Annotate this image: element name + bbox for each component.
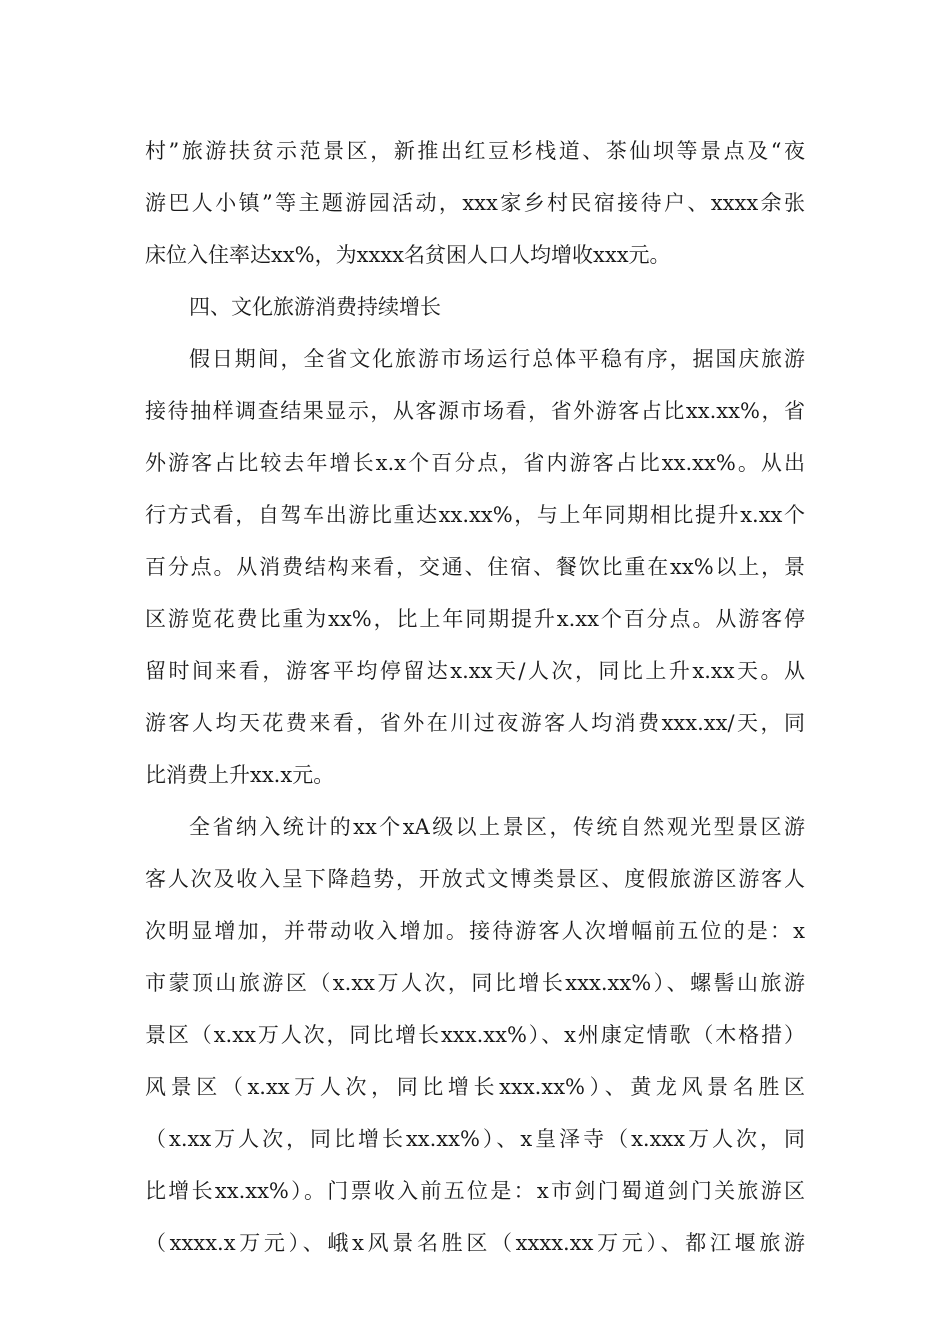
paragraph-line: 比消费上升xx.x元。 [145,763,335,787]
paragraph-line: 行方式看，自驾车出游比重达xx.xx%，与上年同期相比提升x.xx个 [145,503,805,527]
paragraph-line: 比增长xx.xx%）。门票收入前五位是：x市剑门蜀道剑门关旅游区 [145,1179,805,1203]
paragraph-line: 市蒙顶山旅游区（x.xx万人次，同比增长xxx.xx%）、螺髻山旅游 [145,971,805,995]
paragraph-line: 留时间来看，游客平均停留达x.xx天/人次，同比上升x.xx天。从 [145,659,805,683]
paragraph-line: 全省纳入统计的xx个xA级以上景区，传统自然观光型景区游 [189,815,805,839]
paragraph-line: （x.xx万人次，同比增长xx.xx%）、x皇泽寺（x.xxx万人次，同 [145,1127,805,1151]
paragraph-line: 接待抽样调查结果显示，从客源市场看，省外游客占比xx.xx%，省 [145,399,805,423]
paragraph-line: 游客人均天花费来看，省外在川过夜游客人均消费xxx.xx/天，同 [145,711,805,735]
paragraph-line: 客人次及收入呈下降趋势，开放式文博类景区、度假旅游区游客人 [145,867,805,891]
paragraph-line: 次明显增加，并带动收入增加。接待游客人次增幅前五位的是：x [145,919,805,943]
paragraph-line: 风景区（x.xx万人次，同比增长xxx.xx%）、黄龙风景名胜区 [145,1075,805,1099]
paragraph-line: 区游览花费比重为xx%，比上年同期提升x.xx个百分点。从游客停 [145,607,805,631]
paragraph-line: 假日期间，全省文化旅游市场运行总体平稳有序，据国庆旅游 [189,347,805,371]
paragraph-line: 外游客占比较去年增长x.x个百分点，省内游客占比xx.xx%。从出 [145,451,805,475]
paragraph-line: 游巴人小镇”等主题游园活动，xxx家乡村民宿接待户、xxxx余张 [145,191,805,215]
paragraph-line: 村”旅游扶贫示范景区，新推出红豆杉栈道、茶仙坝等景点及“夜 [145,139,805,163]
paragraph-line: 床位入住率达xx%，为xxxx名贫困人口人均增收xxx元。 [145,243,671,267]
paragraph-line: 百分点。从消费结构来看，交通、住宿、餐饮比重在xx%以上，景 [145,555,805,579]
paragraph-line: 景区（x.xx万人次，同比增长xxx.xx%）、x州康定情歌（木格措） [145,1023,805,1047]
paragraph-line: （xxxx.x万元）、峨x风景名胜区（xxxx.xx万元）、都江堰旅游 [145,1231,805,1255]
section-heading: 四、文化旅游消费持续增长 [189,295,441,319]
